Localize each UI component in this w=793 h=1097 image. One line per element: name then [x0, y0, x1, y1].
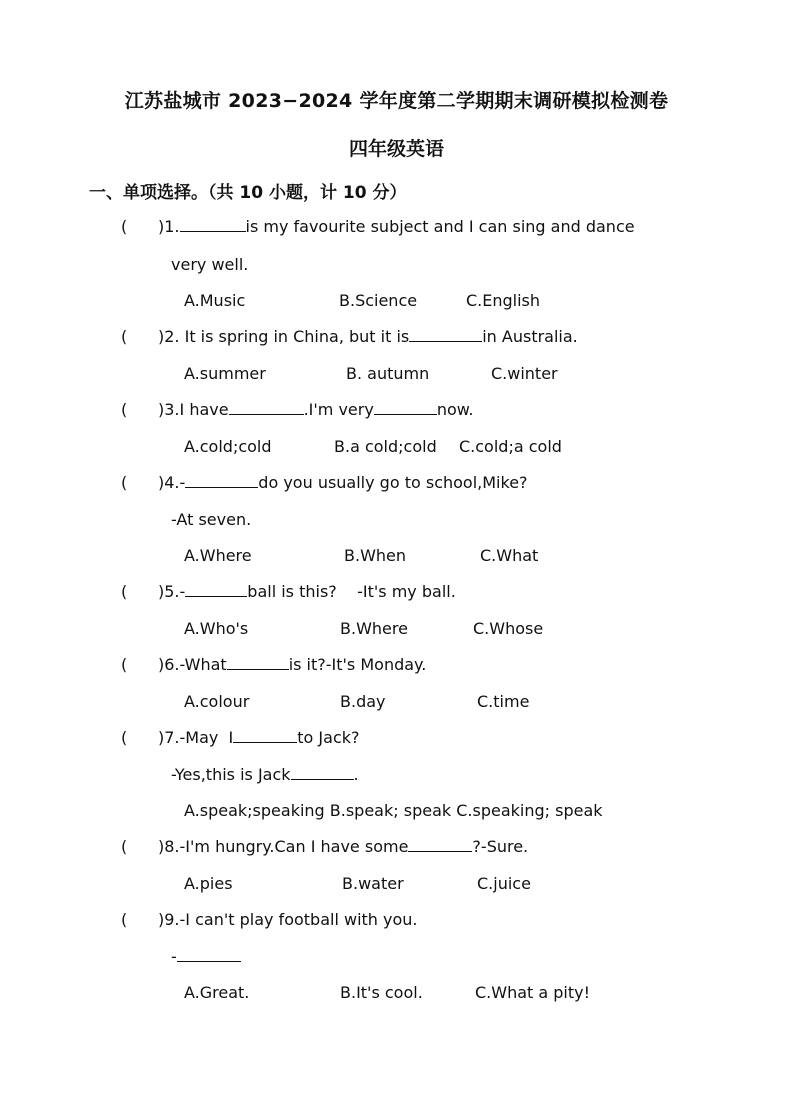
question-text: in Australia.: [482, 327, 578, 346]
answer-paren-2: (: [121, 327, 128, 346]
question-text: -: [179, 473, 186, 492]
option-b: B.It's cool.: [340, 983, 423, 1002]
question-text: -May I: [179, 728, 234, 747]
question-text: ball is this? -It's my ball.: [247, 582, 456, 601]
exam-title: 江苏盐城市 2023−2024 学年度第二学期期末调研模拟检测卷: [124, 90, 669, 112]
question-text: is it?-It's Monday.: [288, 655, 427, 674]
answer-blank: [185, 582, 247, 597]
answer-blank: [374, 400, 437, 415]
question-7-answer-line: [171, 765, 359, 784]
question-text: .I'm very: [303, 400, 374, 419]
option-a: A.Music: [184, 291, 246, 310]
answer-paren-6: (: [121, 655, 128, 674]
option-c: C.Whose: [473, 619, 544, 638]
question-number: )6.: [158, 655, 180, 674]
question-5: [158, 582, 456, 601]
question-3: [158, 400, 473, 419]
question-text: -Yes,this is Jack: [171, 765, 291, 784]
option-b: B.water: [342, 874, 404, 893]
answer-paren-7: (: [121, 728, 128, 747]
option-b: B.day: [340, 692, 386, 711]
question-4: [158, 473, 528, 492]
option-b: B.Science: [339, 291, 418, 310]
question-8: [158, 837, 528, 856]
answer-blank: [185, 473, 258, 488]
option-a: A.Who's: [184, 619, 249, 638]
question-number: )7.: [158, 728, 180, 747]
question-text: ?-Sure.: [472, 837, 529, 856]
question-6: [158, 655, 426, 674]
option-a: A.pies: [184, 874, 233, 893]
answer-blank: [233, 728, 297, 743]
question-number: )1.: [158, 217, 180, 236]
option-c: C.What a pity!: [475, 983, 591, 1002]
question-text: now.: [436, 400, 474, 419]
answer-blank: [409, 327, 482, 342]
question-number: )2.: [158, 327, 180, 346]
option-a: A.Great.: [184, 983, 250, 1002]
option-c: C.juice: [477, 874, 531, 893]
option-b: B.When: [344, 546, 407, 565]
answer-blank: [177, 947, 241, 962]
answer-blank: [180, 217, 246, 232]
question-9-answer-line: [171, 947, 241, 966]
question-number: )8.: [158, 837, 180, 856]
question-text: It is spring in China, but it is: [179, 327, 410, 346]
question-number: )4.: [158, 473, 180, 492]
option-c: C.What: [480, 546, 539, 565]
option-a: A.colour: [184, 692, 250, 711]
question-1: [158, 217, 635, 236]
option-c: C.winter: [491, 364, 558, 383]
question-7: [158, 728, 360, 747]
option-a: A.Where: [184, 546, 252, 565]
question-text: -: [171, 947, 177, 966]
answer-blank: [408, 837, 472, 852]
question-text: -: [179, 582, 186, 601]
option-a: A.summer: [184, 364, 266, 383]
question-text: do you usually go to school,Mike?: [258, 473, 528, 492]
answer-blank: [227, 655, 289, 670]
question-text: -I can't play football with you.: [179, 910, 418, 929]
question-text: .: [353, 765, 359, 784]
section-heading: 一、单项选择。（共 10 小题，计 10 分）: [89, 183, 407, 203]
answer-paren-9: (: [121, 910, 128, 929]
question-text: to Jack?: [297, 728, 360, 747]
option-c: C.cold;a cold: [459, 437, 562, 456]
question-text: is my favourite subject and I can sing and dance: [245, 217, 635, 236]
question-number: )9.: [158, 910, 180, 929]
question-1-line2: very well.: [171, 255, 249, 274]
question-number: )5.: [158, 582, 180, 601]
answer-paren-8: (: [121, 837, 128, 856]
question-4-answer-line: -At seven.: [171, 510, 252, 529]
answer-paren-5: (: [121, 582, 128, 601]
option-c: C.time: [477, 692, 530, 711]
answer-paren-1: (: [121, 217, 128, 236]
question-text: I have: [179, 400, 229, 419]
option-a: A.cold;cold: [184, 437, 272, 456]
question-2: [158, 327, 578, 346]
question-number: )3.: [158, 400, 180, 419]
option-c: C.English: [466, 291, 541, 310]
answer-paren-3: (: [121, 400, 128, 419]
question-text: -I'm hungry.Can I have some: [179, 837, 409, 856]
answer-paren-4: (: [121, 473, 128, 492]
question-text: -What: [179, 655, 227, 674]
option-b: B.a cold;cold: [334, 437, 437, 456]
answer-blank: [229, 400, 304, 415]
option-b: B. autumn: [346, 364, 430, 383]
question-9: [158, 910, 418, 929]
answer-blank: [291, 765, 354, 780]
option-b: B.Where: [340, 619, 408, 638]
exam-subtitle: 四年级英语: [348, 138, 444, 160]
options-line: A.speak;speaking B.speak; speak C.speaking; speak: [184, 801, 603, 820]
